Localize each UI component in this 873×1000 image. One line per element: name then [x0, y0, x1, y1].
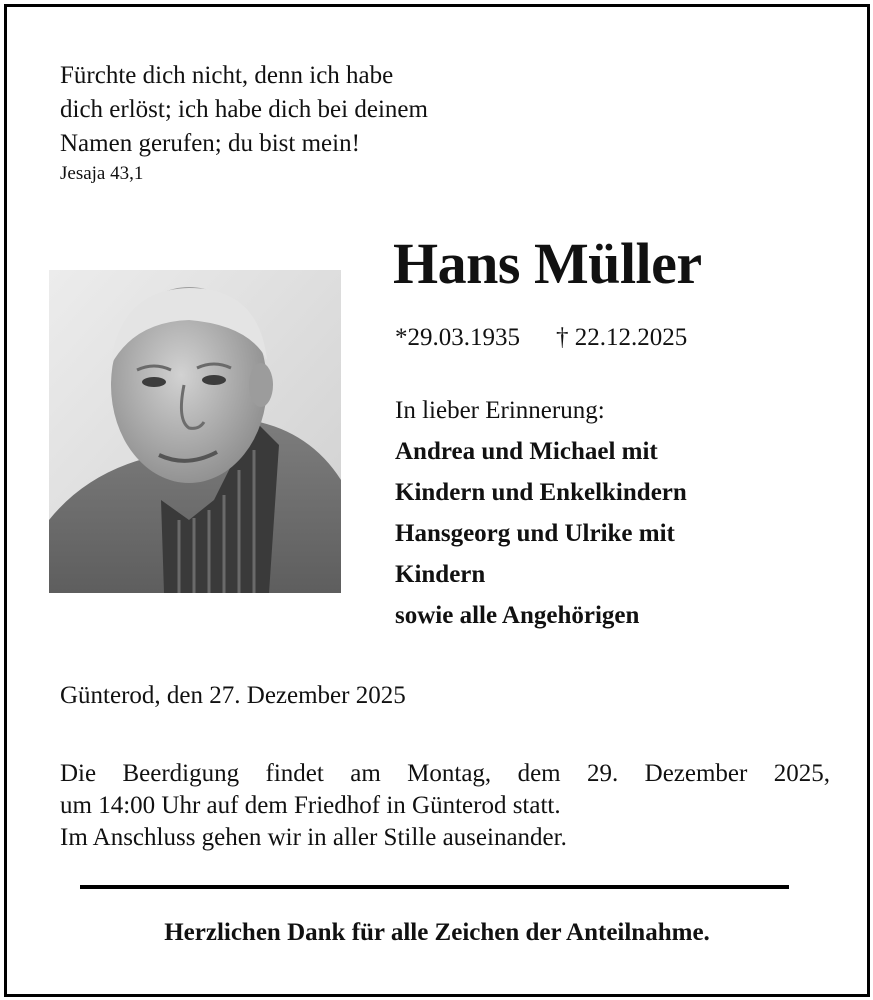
place-and-date: Günterod, den 27. Dezember 2025	[60, 682, 406, 709]
deceased-name: Hans Müller	[393, 231, 702, 296]
thanks-line: Herzlichen Dank für alle Zeichen der Anteilnahme.	[164, 919, 710, 946]
mourner-line: Hansgeorg und Ulrike mit	[395, 520, 675, 547]
funeral-info	[60, 758, 830, 854]
mourner-line: Kindern und Enkelkindern	[395, 479, 687, 506]
mourners-intro: In lieber Erinnerung:	[395, 397, 605, 424]
birth-date: *29.03.1935	[395, 324, 520, 351]
divider	[80, 885, 789, 889]
obituary-notice	[4, 4, 870, 997]
mourners-list	[395, 390, 687, 636]
life-dates	[395, 323, 687, 353]
verse-line: Fürchte dich nicht, denn ich habe	[60, 62, 394, 89]
funeral-line: Im Anschluss gehen wir in aller Stille auseinander.	[60, 824, 567, 851]
bible-verse	[60, 59, 428, 187]
mourner-line: Andrea und Michael mit	[395, 438, 658, 465]
verse-line: Namen gerufen; du bist mein!	[60, 130, 360, 157]
funeral-line: Die Beerdigung findet am Montag, dem 29. Dezember 2025,	[60, 760, 830, 787]
mourner-line: sowie alle Angehörigen	[395, 602, 640, 629]
death-date: † 22.12.2025	[556, 324, 688, 351]
verse-line: dich erlöst; ich habe dich bei deinem	[60, 96, 428, 123]
funeral-line: um 14:00 Uhr auf dem Friedhof in Günterod statt.	[60, 792, 561, 819]
portrait-photo	[49, 270, 341, 593]
verse-reference: Jesaja 43,1	[60, 163, 144, 184]
mourner-line: Kindern	[395, 561, 486, 588]
